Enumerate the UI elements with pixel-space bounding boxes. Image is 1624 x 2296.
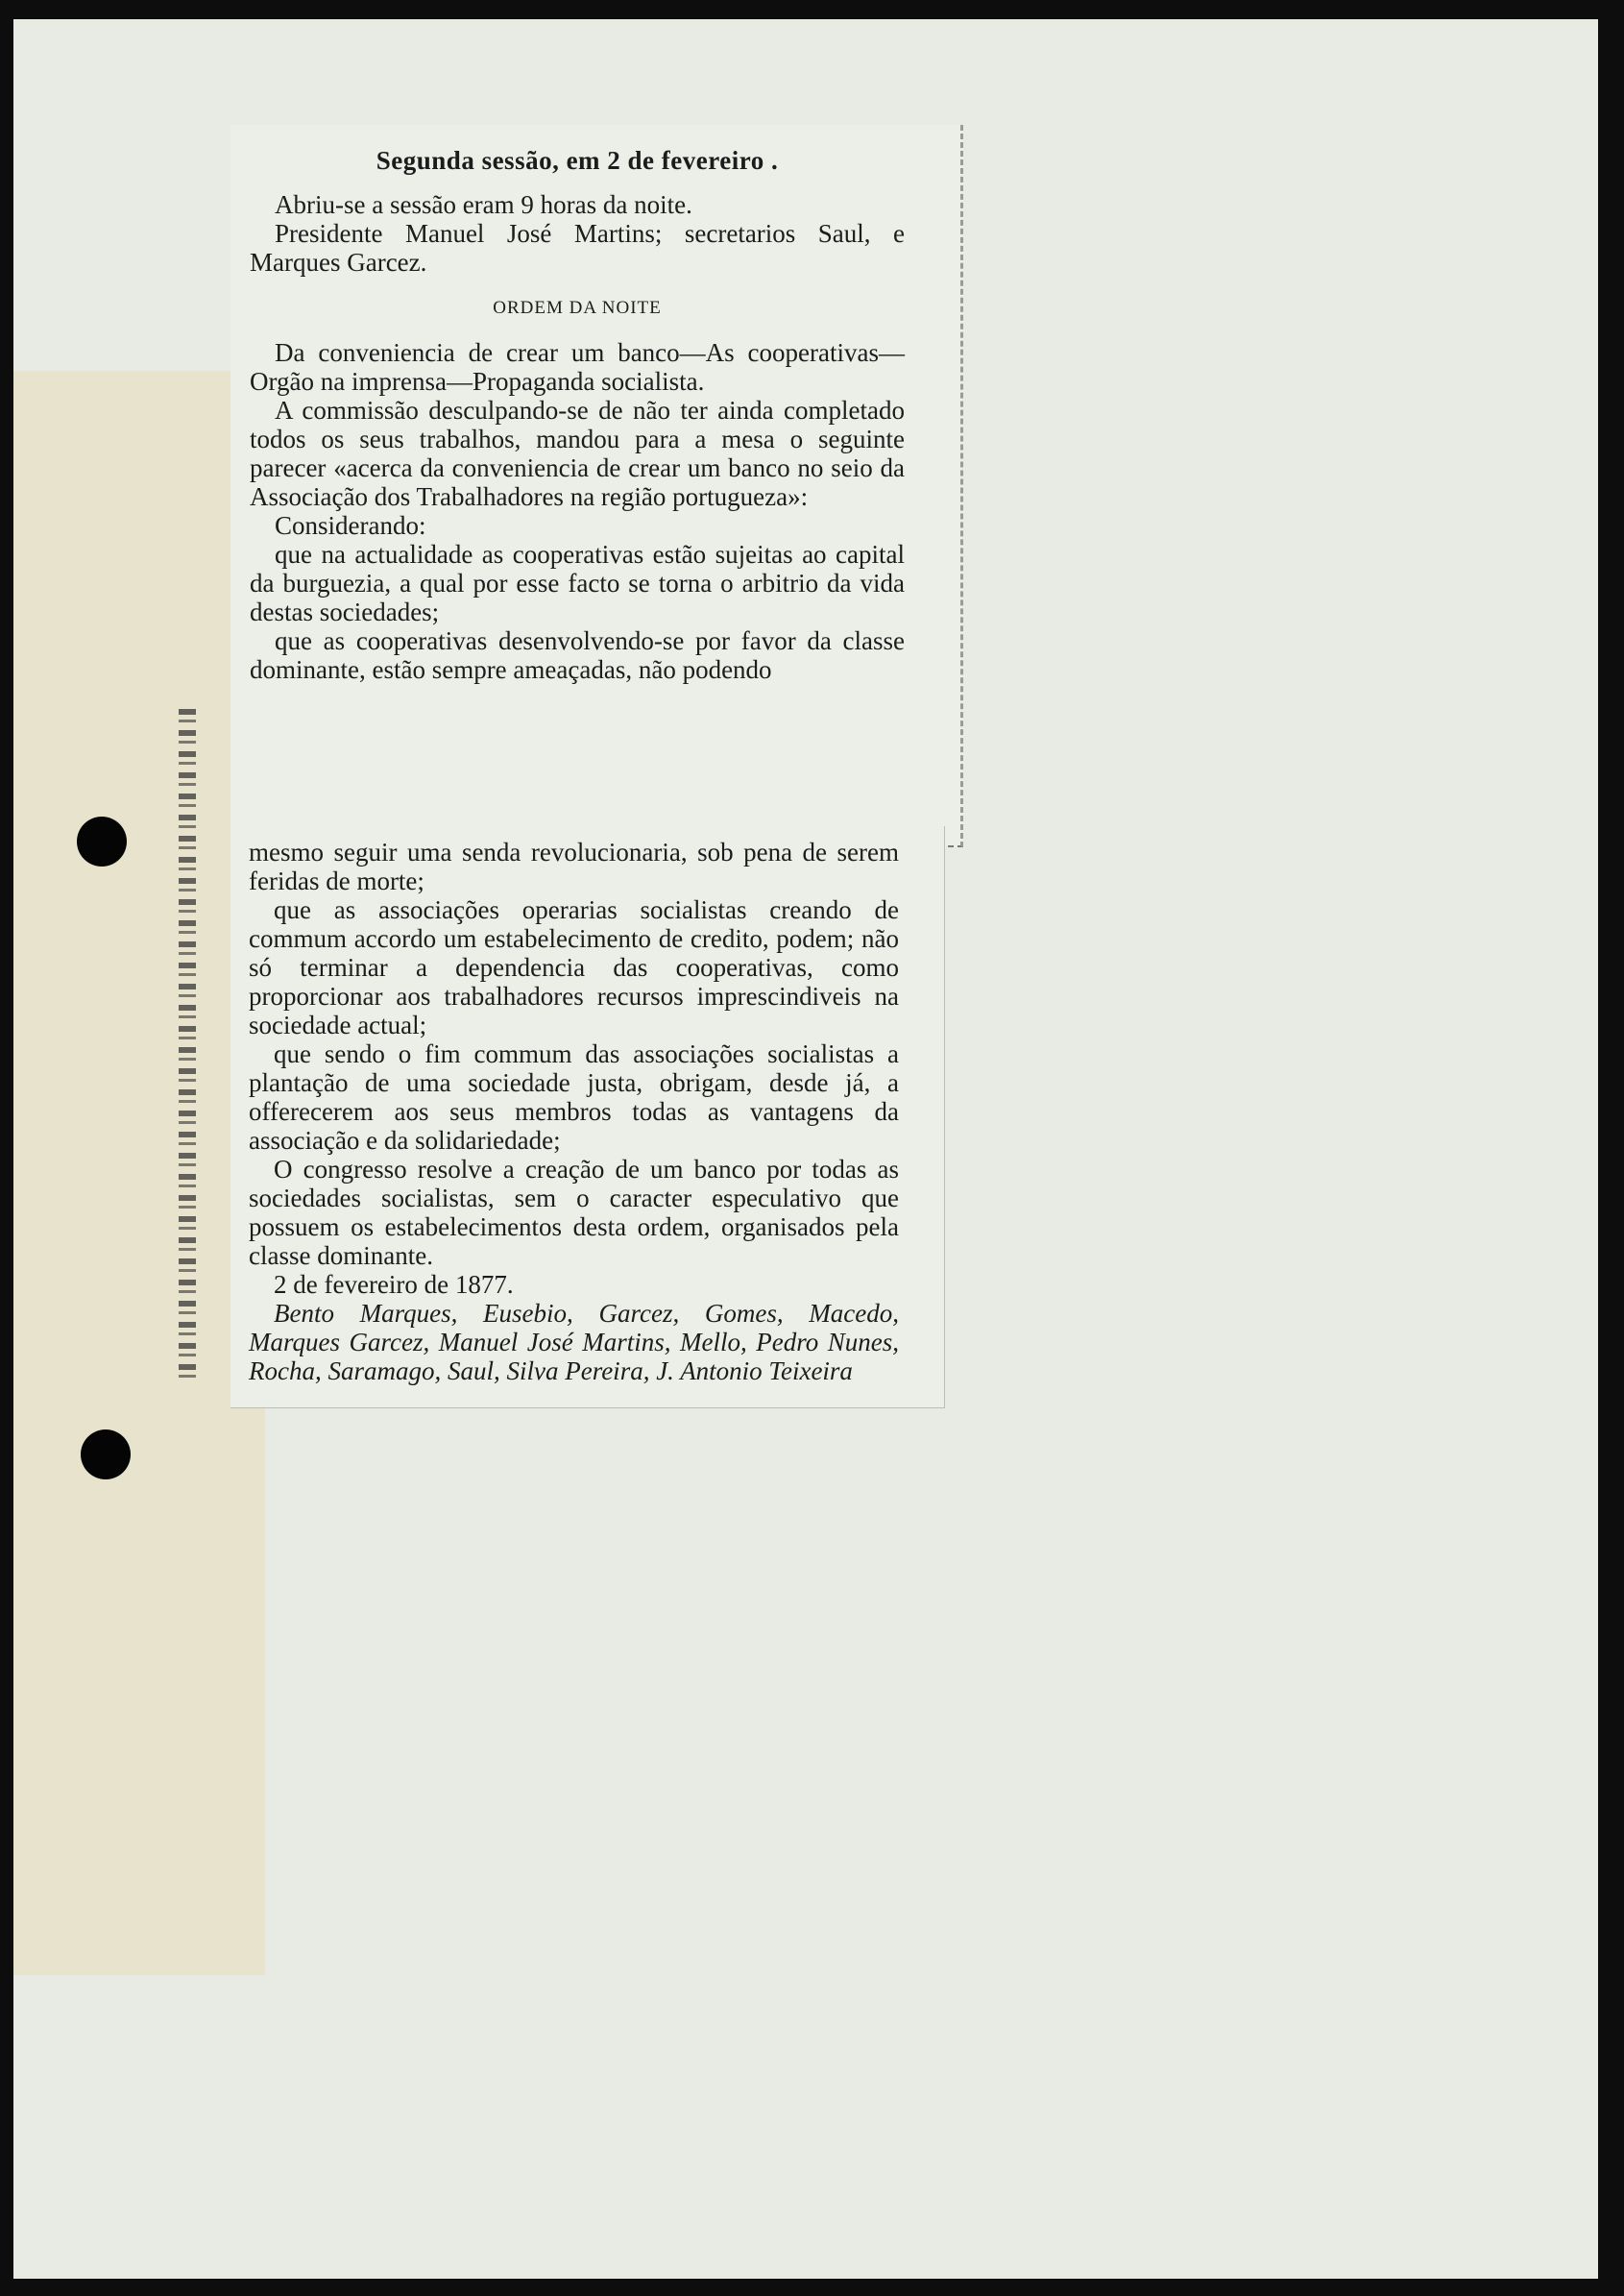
- sheet-tint-strip: [13, 371, 265, 1975]
- clause-1: que na actualidade as cooperativas estão sujeitas ao capital da burguezia, a qual por esse facto se torna o arbitrio da vida destas sociedades;: [250, 540, 905, 626]
- presidency-line: Presidente Manuel José Martins; secretarios Saul, e Marques Garcez.: [250, 219, 905, 277]
- signatories: Bento Marques, Eusebio, Garcez, Gomes, Macedo, Marques Garcez, Manuel José Martins, Mello, Pedro Nunes, Rocha, Saramago, Saul, Silva Pereira, J. Antonio Teixeira: [249, 1299, 899, 1385]
- section-title: ORDEM DA NOITE: [493, 298, 662, 318]
- commission-paragraph: A commissão desculpando-se de não ter ainda completado todos os seus trabalhos, mandou para a mesa o seguinte parecer «acerca da conveniencia de crear um banco no seio da Associação dos Trabalhadores na região portugueza»:: [250, 396, 905, 511]
- punch-hole-top: [77, 817, 127, 867]
- resolution-paragraph: O congresso resolve a creação de um banco por todas as sociedades socialistas, sem o caracter especulativo que possuem os estabelecimentos desta ordem, organisados pela classe dominante.: [249, 1155, 899, 1270]
- clipping-top: [230, 125, 963, 847]
- clipping-bottom: [230, 826, 945, 1408]
- agenda-paragraph: Da conveniencia de crear um banco—As cooperativas—Orgão na imprensa—Propaganda socialista.: [250, 338, 905, 396]
- clause-2-start: que as cooperativas desenvolvendo-se por favor da classe dominante, estão sempre ameaçadas, não podendo: [250, 626, 905, 684]
- punch-hole-bottom: [81, 1429, 131, 1479]
- torn-edge-strip: [179, 709, 196, 1381]
- opening-line: Abriu-se a sessão eram 9 horas da noite.: [275, 190, 692, 219]
- session-heading: Segunda sessão, em 2 de fevereiro .: [376, 146, 779, 175]
- clause-4: que sendo o fim commum das associações socialistas a plantação de uma sociedade justa, obrigam, desde já, a offerecerem aos seus membros todas as vantagens da associação e da solidariedade;: [249, 1039, 899, 1155]
- considering-label: Considerando:: [275, 511, 426, 540]
- clause-2-end: mesmo seguir uma senda revolucionaria, sob pena de serem feridas de morte;: [249, 838, 899, 895]
- date-line: 2 de fevereiro de 1877.: [274, 1270, 514, 1299]
- clause-3: que as associações operarias socialistas creando de commum accordo um estabelecimento de credito, podem; não só terminar a dependencia das cooperativas, como proporcionar aos trabalhadores recursos imprescindiveis na sociedade actual;: [249, 895, 899, 1039]
